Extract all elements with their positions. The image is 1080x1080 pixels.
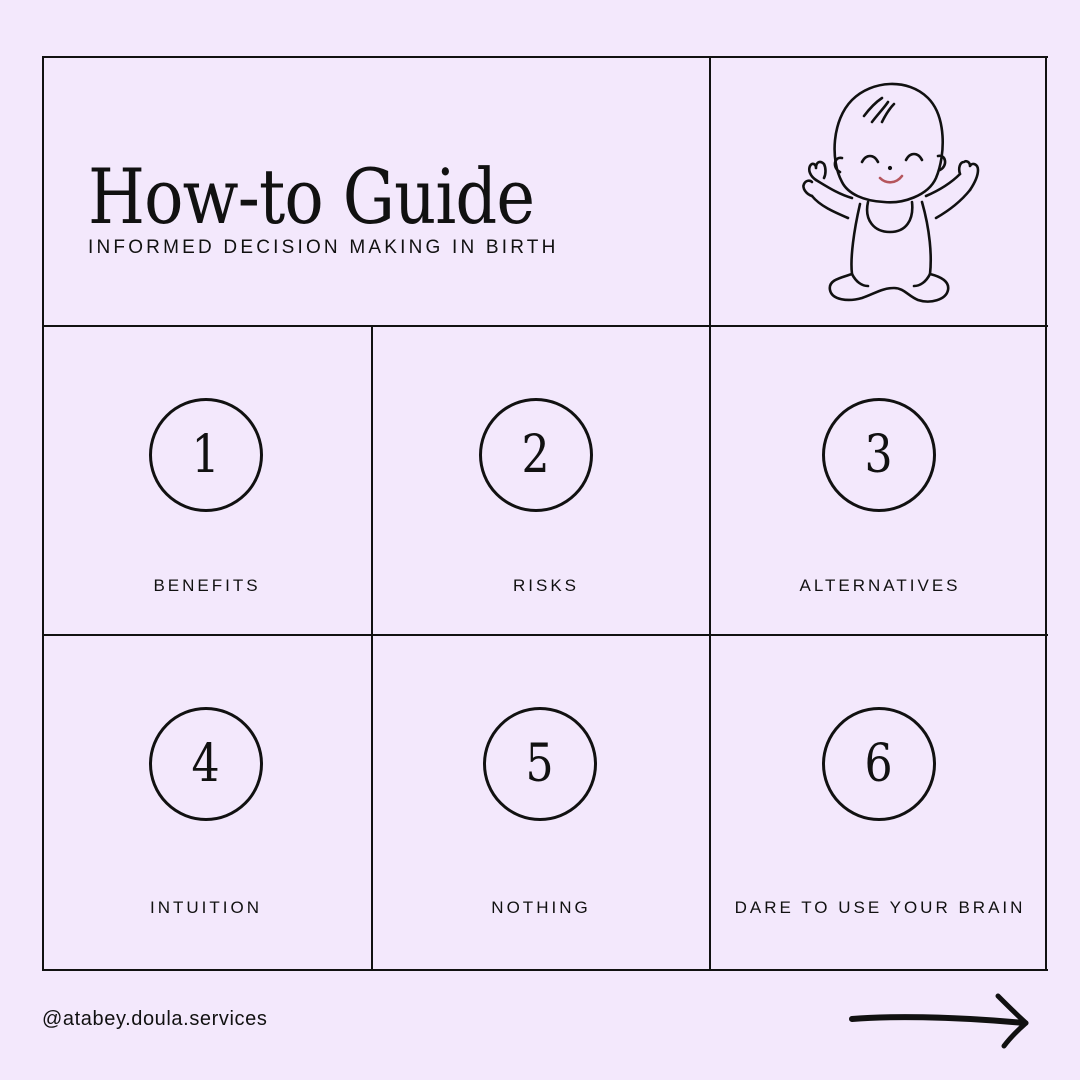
step-1-label: BENEFITS: [153, 576, 261, 595]
baby-icon: [790, 70, 990, 310]
step-2-label: RISKS: [512, 576, 580, 595]
grid-border-top: [42, 56, 1048, 58]
step-6-label: DARE TO USE YOUR BRAIN: [734, 898, 1026, 917]
step-1-number: 1: [191, 425, 221, 485]
step-3-number-badge: [822, 398, 936, 512]
step-2-number-badge: [479, 398, 593, 512]
grid-divider-col-1: [371, 325, 373, 971]
social-handle: @atabey.doula.services: [42, 1008, 268, 1030]
page-title: How-to Guide: [88, 151, 535, 241]
step-4-label: INTUITION: [150, 898, 262, 917]
grid-border-left: [42, 56, 44, 971]
step-5-number: 5: [525, 734, 555, 794]
step-5-number-badge: [483, 707, 597, 821]
step-6-number-badge: [822, 707, 936, 821]
arrow-right-icon[interactable]: [848, 992, 1032, 1052]
grid-divider-row-1: [42, 325, 1048, 327]
step-3-label: ALTERNATIVES: [799, 576, 961, 595]
step-3-number: 3: [864, 425, 894, 485]
step-4-number-badge: [149, 707, 263, 821]
grid-border-right: [1045, 56, 1047, 971]
page-subtitle: INFORMED DECISION MAKING IN BIRTH: [88, 237, 559, 258]
grid-border-bottom: [42, 969, 1048, 971]
step-2-number: 2: [521, 425, 551, 485]
step-6-number: 6: [864, 734, 894, 794]
step-1-number-badge: [149, 398, 263, 512]
step-4-number: 4: [191, 734, 221, 794]
grid-divider-row-2: [42, 634, 1048, 636]
grid-divider-col-2: [709, 56, 711, 971]
step-5-label: NOTHING: [491, 898, 591, 917]
